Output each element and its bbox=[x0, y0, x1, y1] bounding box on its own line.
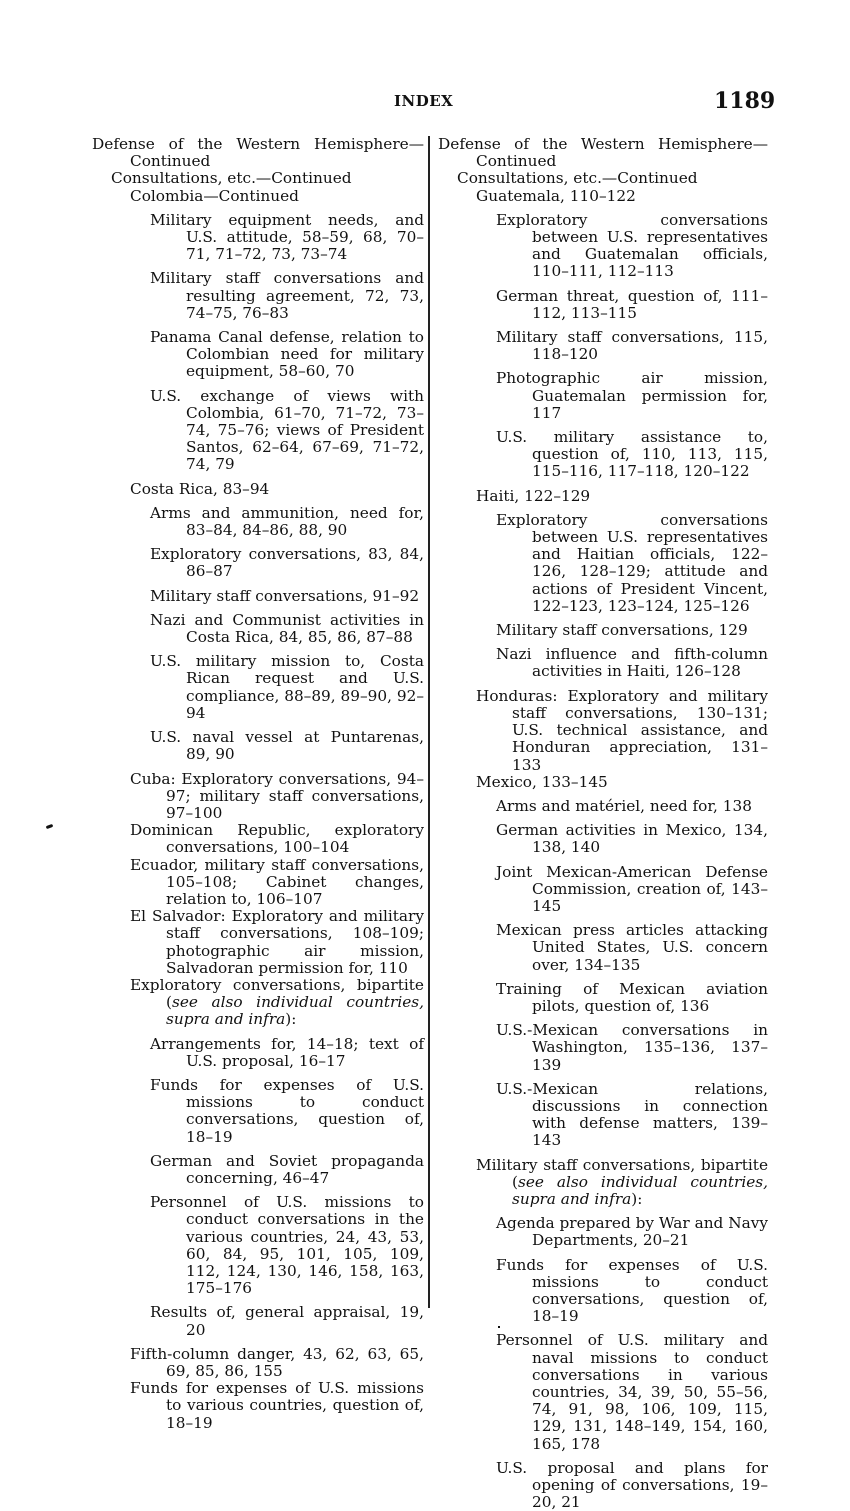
index-entry: Military staff conversations, 115, 118–120 bbox=[496, 328, 768, 364]
index-entry: U.S. military mission to, Costa Rican request and U.S. compliance, 88–89, 89–90, 92–94 bbox=[150, 652, 424, 722]
index-entry: Arrangements for, 14–18; text of U.S. proposal, 16–17 bbox=[150, 1034, 424, 1070]
index-entry: German threat, question of, 111–112, 113–115 bbox=[496, 286, 768, 322]
index-entry: Defense of the Western Hemisphere—Continued bbox=[92, 135, 424, 171]
index-entry: Military staff conversations, 129 bbox=[496, 621, 748, 640]
running-head-title: INDEX bbox=[394, 92, 454, 110]
index-entry: German and Soviet propaganda concerning, 46–47 bbox=[150, 1151, 424, 1187]
index-entry: Exploratory conversations between U.S. representatives and Guatemalan officials, 110–111, 112–113 bbox=[496, 210, 768, 281]
index-entry: U.S. military assistance to, question of, 110, 113, 115, 115–116, 117–118, 120–122 bbox=[496, 428, 768, 481]
index-entry: Consultations, etc.—Continued bbox=[111, 169, 352, 188]
index-entry: Ecuador, military staff conversations, 105–108; Cabinet changes, relation to, 106–107 bbox=[130, 855, 424, 908]
index-entry: Funds for expenses of U.S. missions to conduct conversations, question of, 18–19 bbox=[496, 1255, 768, 1326]
index-entry: Personnel of U.S. missions to conduct conversations in the various countries, 24, 43, 53, 60, 84, 95, 101, 105, 109, 112, 124, 130, 146, 158, 163, 175–176 bbox=[150, 1193, 424, 1298]
index-entry: U.S. proposal and plans for opening of conversations, 19–20, 21 bbox=[496, 1458, 768, 1511]
index-entry: Guatemala, 110–122 bbox=[476, 186, 636, 205]
index-entry: U.S. exchange of views with Colombia, 61–70, 71–72, 73–74, 75–76; views of President Santos, 62–64, 67–69, 71–72, 74, 79 bbox=[150, 386, 424, 474]
index-entry: Funds for expenses of U.S. missions to conduct conversations, question of, 18–19 bbox=[150, 1075, 424, 1146]
index-entry: El Salvador: Exploratory and military staff conversations, 108–109; photographic air mission, Salvadoran permission for, 110 bbox=[130, 907, 424, 977]
index-entry: Haiti, 122–129 bbox=[476, 486, 591, 505]
index-entry: Joint Mexican-American Defense Commission, creation of, 143–145 bbox=[496, 862, 768, 915]
index-entry: Mexico, 133–145 bbox=[476, 772, 608, 791]
index-entry: U.S.-Mexican relations, discussions in connection with defense matters, 139–143 bbox=[496, 1079, 768, 1150]
print-speck-mark bbox=[498, 1326, 500, 1328]
index-entry: Exploratory conversations, bipartite (see also individual countries, supra and infra): bbox=[130, 975, 424, 1029]
index-entry: Exploratory conversations, 83, 84, 86–87 bbox=[150, 545, 424, 581]
index-entry: Military staff conversations, 91–92 bbox=[150, 586, 420, 605]
index-entry: Arms and matériel, need for, 138 bbox=[496, 796, 752, 815]
index-entry: Colombia—Continued bbox=[130, 186, 299, 205]
index-entry: Military staff conversations and resulting agreement, 72, 73, 74–75, 76–83 bbox=[150, 269, 424, 322]
index-entry: Military equipment needs, and U.S. attitude, 58–59, 68, 70–71, 71–72, 73, 73–74 bbox=[150, 210, 424, 264]
index-entry: Cuba: Exploratory conversations, 94–97; military staff conversations, 97–100 bbox=[130, 769, 424, 822]
index-entry: Agenda prepared by War and Navy Departments, 20–21 bbox=[496, 1214, 769, 1250]
index-entry: Defense of the Western Hemisphere—Continued bbox=[438, 135, 768, 171]
index-entry: Photographic air mission, Guatemalan permission for, 117 bbox=[496, 369, 768, 422]
index-column-right bbox=[438, 136, 768, 1511]
index-entry: Exploratory conversations between U.S. representatives and Haitian officials, 122–126, 128–129; attitude and actions of President Vincent, 122–123, 123–124, 125–126 bbox=[496, 510, 768, 615]
index-entry: Consultations, etc.—Continued bbox=[457, 169, 698, 188]
index-entry: U.S. naval vessel at Puntarenas, 89, 90 bbox=[150, 728, 424, 764]
index-entry: Fifth-column danger, 43, 62, 63, 65, 69, 85, 86, 155 bbox=[130, 1344, 424, 1380]
index-entry: Dominican Republic, exploratory conversations, 100–104 bbox=[130, 821, 424, 857]
index-entry: Nazi influence and fifth-column activities in Haiti, 126–128 bbox=[496, 645, 768, 681]
index-entry: Costa Rica, 83–94 bbox=[130, 479, 270, 498]
column-divider bbox=[428, 136, 430, 1308]
index-entry: U.S.-Mexican conversations in Washington, 135–136, 137–139 bbox=[496, 1021, 768, 1074]
index-column-left bbox=[92, 136, 424, 1432]
index-entry: Results of, general appraisal, 19, 20 bbox=[150, 1303, 424, 1339]
index-entry: German activities in Mexico, 134, 138, 140 bbox=[496, 821, 768, 857]
index-entry: Personnel of U.S. military and naval missions to conduct conversations in various countries, 34, 39, 50, 55–56, 74, 91, 98, 106, 109, 115, 129, 131, 148–149, 154, 160, 165, 178 bbox=[496, 1331, 768, 1453]
index-entry: Funds for expenses of U.S. missions to various countries, question of, 18–19 bbox=[130, 1379, 424, 1432]
index-entry: Arms and ammunition, need for, 83–84, 84–86, 88, 90 bbox=[150, 503, 424, 540]
index-entry: Military staff conversations, bipartite (see also individual countries, supra and infra): bbox=[476, 1155, 768, 1208]
index-entry: Mexican press articles attacking United States, U.S. concern over, 134–135 bbox=[496, 921, 768, 974]
page-number: 1189 bbox=[714, 88, 776, 114]
index-entry: Honduras: Exploratory and military staff conversations, 130–131; U.S. technical assistance, and Honduran appreciation, 131–133 bbox=[476, 686, 768, 774]
print-speck-mark bbox=[46, 824, 54, 829]
index-entry: Training of Mexican aviation pilots, question of, 136 bbox=[496, 979, 768, 1015]
index-entry: Nazi and Communist activities in Costa Rica, 84, 85, 86, 87–88 bbox=[150, 610, 424, 647]
index-entry: Panama Canal defense, relation to Colombian need for military equipment, 58–60, 70 bbox=[150, 328, 424, 381]
